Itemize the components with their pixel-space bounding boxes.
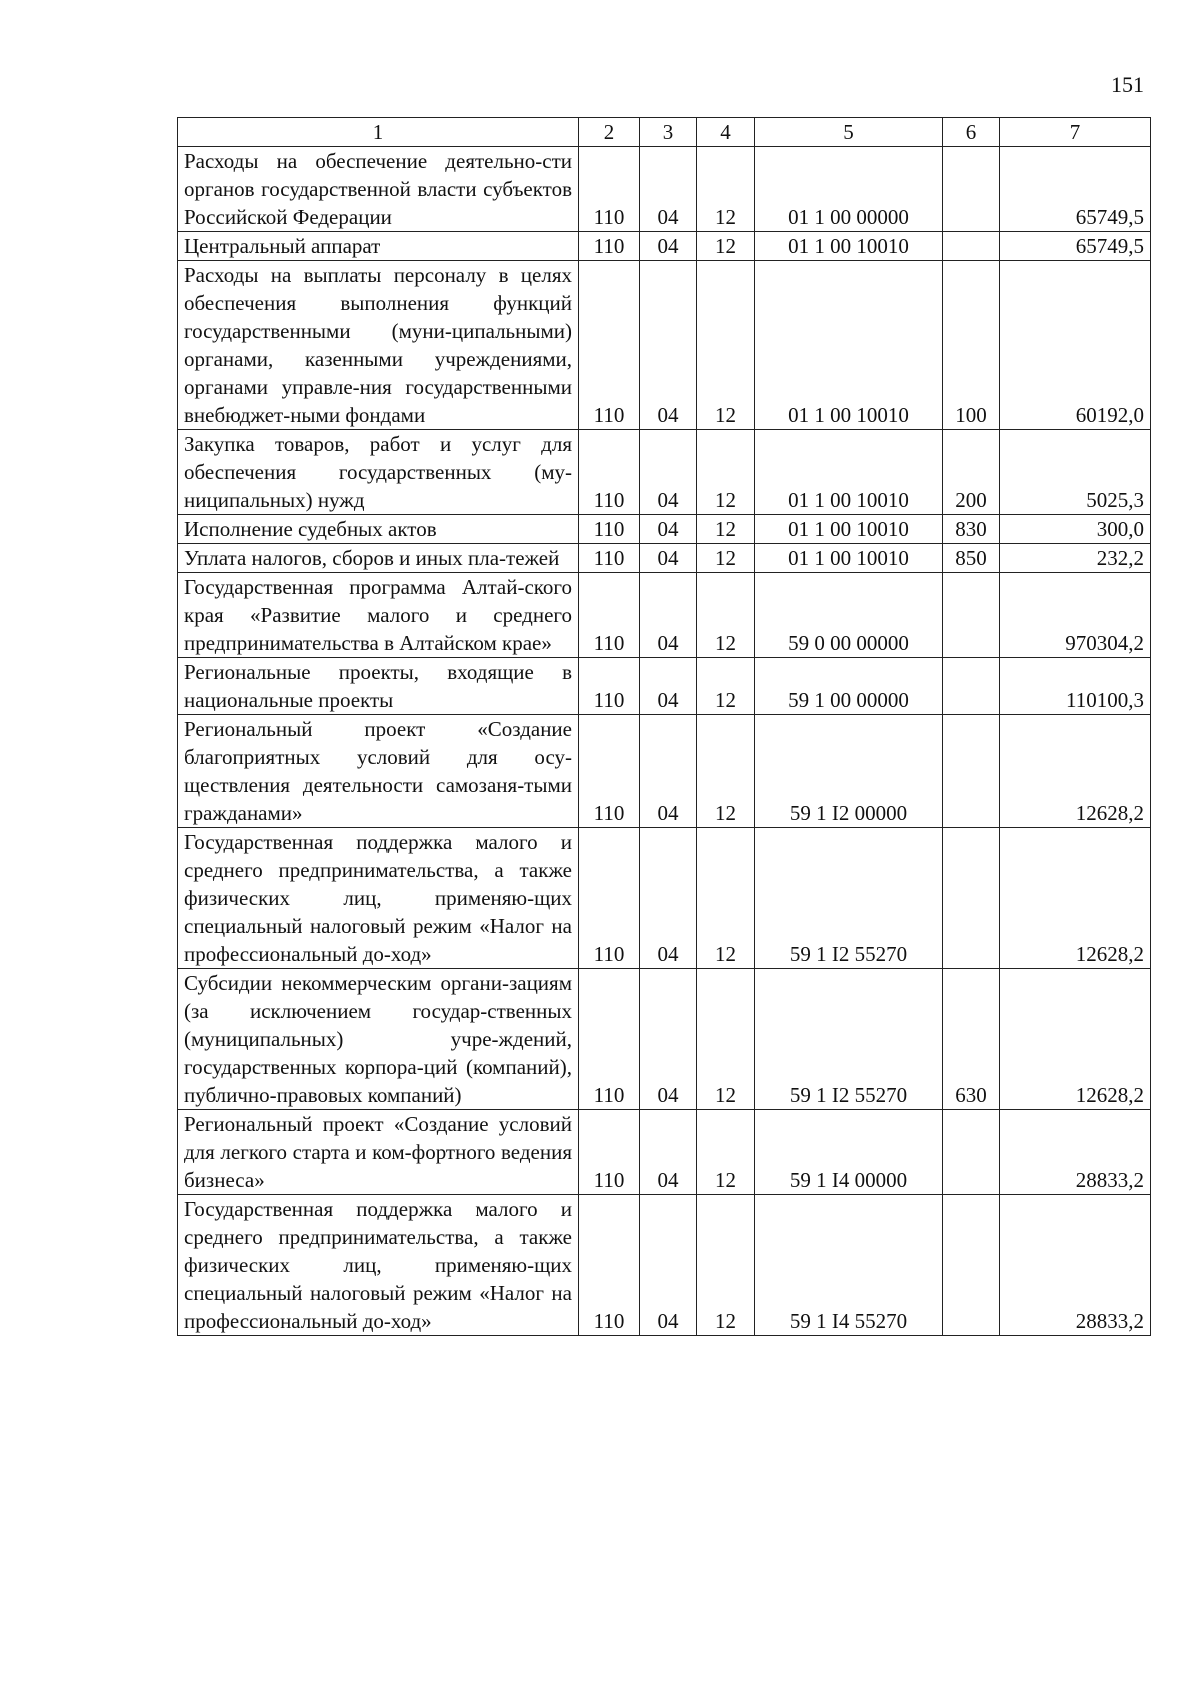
- row-ministry-code: 110: [579, 232, 640, 261]
- table-row: [178, 828, 1151, 969]
- row-name: Региональный проект «Создание благоприятных условий для осу-ществления деятельности самозаня-тыми гражданами»: [178, 715, 579, 828]
- row-subsection-code: 12: [697, 715, 755, 828]
- row-expense-type: 200: [943, 430, 1000, 515]
- row-ministry-code: 110: [579, 430, 640, 515]
- row-expense-type: [943, 1110, 1000, 1195]
- row-name: Государственная программа Алтай-ского края «Развитие малого и среднего предпринимательства в Алтайском крае»: [178, 573, 579, 658]
- row-name: Закупка товаров, работ и услуг для обеспечения государственных (му-ниципальных) нужд: [178, 430, 579, 515]
- header-cell-6: 6: [943, 118, 1000, 147]
- table-row: [178, 969, 1151, 1110]
- row-ministry-code: 110: [579, 147, 640, 232]
- row-ministry-code: 110: [579, 1195, 640, 1336]
- row-expense-type: [943, 658, 1000, 715]
- row-target-article: 59 1 I4 55270: [755, 1195, 943, 1336]
- row-name: Центральный аппарат: [178, 232, 579, 261]
- table-row: [178, 658, 1151, 715]
- row-target-article: 01 1 00 10010: [755, 232, 943, 261]
- header-cell-7: 7: [1000, 118, 1151, 147]
- row-subsection-code: 12: [697, 828, 755, 969]
- header-cell-2: 2: [579, 118, 640, 147]
- row-ministry-code: 110: [579, 969, 640, 1110]
- row-target-article: 01 1 00 10010: [755, 430, 943, 515]
- row-amount: 60192,0: [1000, 261, 1151, 430]
- row-section-code: 04: [640, 715, 697, 828]
- row-name: Исполнение судебных актов: [178, 515, 579, 544]
- table-row: [178, 1195, 1151, 1336]
- row-target-article: 01 1 00 10010: [755, 515, 943, 544]
- row-target-article: 01 1 00 10010: [755, 544, 943, 573]
- row-section-code: 04: [640, 1110, 697, 1195]
- row-ministry-code: 110: [579, 261, 640, 430]
- row-expense-type: [943, 715, 1000, 828]
- row-section-code: 04: [640, 261, 697, 430]
- row-target-article: 59 1 I2 55270: [755, 969, 943, 1110]
- row-ministry-code: 110: [579, 658, 640, 715]
- table-row: [178, 261, 1151, 430]
- table-row: [178, 232, 1151, 261]
- row-expense-type: [943, 1195, 1000, 1336]
- table-header: [178, 118, 1151, 147]
- row-section-code: 04: [640, 147, 697, 232]
- page-number: 151: [1111, 72, 1144, 97]
- row-expense-type: [943, 828, 1000, 969]
- row-subsection-code: 12: [697, 232, 755, 261]
- row-ministry-code: 110: [579, 715, 640, 828]
- header-row: [178, 118, 1151, 147]
- table-body: [178, 147, 1151, 1336]
- row-amount: 110100,3: [1000, 658, 1151, 715]
- row-name: Региональный проект «Создание условий для легкого старта и ком-фортного ведения бизнеса»: [178, 1110, 579, 1195]
- row-target-article: 59 1 I2 55270: [755, 828, 943, 969]
- header-cell-1: 1: [178, 118, 579, 147]
- row-ministry-code: 110: [579, 828, 640, 969]
- row-target-article: 59 1 I2 00000: [755, 715, 943, 828]
- row-ministry-code: 110: [579, 544, 640, 573]
- row-name: Региональные проекты, входящие в национальные проекты: [178, 658, 579, 715]
- row-amount: 12628,2: [1000, 715, 1151, 828]
- row-subsection-code: 12: [697, 261, 755, 430]
- row-subsection-code: 12: [697, 658, 755, 715]
- table-row: [178, 715, 1151, 828]
- row-expense-type: [943, 573, 1000, 658]
- table-row: [178, 515, 1151, 544]
- row-expense-type: 850: [943, 544, 1000, 573]
- row-amount: 12628,2: [1000, 969, 1151, 1110]
- row-section-code: 04: [640, 969, 697, 1110]
- row-subsection-code: 12: [697, 515, 755, 544]
- row-section-code: 04: [640, 828, 697, 969]
- row-section-code: 04: [640, 1195, 697, 1336]
- row-amount: 5025,3: [1000, 430, 1151, 515]
- row-section-code: 04: [640, 544, 697, 573]
- header-cell-4: 4: [697, 118, 755, 147]
- row-subsection-code: 12: [697, 1110, 755, 1195]
- row-amount: 28833,2: [1000, 1110, 1151, 1195]
- row-amount: 28833,2: [1000, 1195, 1151, 1336]
- row-amount: 970304,2: [1000, 573, 1151, 658]
- row-amount: 300,0: [1000, 515, 1151, 544]
- row-section-code: 04: [640, 430, 697, 515]
- row-expense-type: [943, 147, 1000, 232]
- header-cell-5: 5: [755, 118, 943, 147]
- table-row: [178, 544, 1151, 573]
- row-subsection-code: 12: [697, 544, 755, 573]
- table-row: [178, 430, 1151, 515]
- row-amount: 12628,2: [1000, 828, 1151, 969]
- table-row: [178, 573, 1151, 658]
- budget-table: [177, 117, 1151, 1336]
- row-name: Государственная поддержка малого и среднего предпринимательства, а также физических лиц, применяю-щих специальный налоговый режим «Налог на профессиональный до-ход»: [178, 828, 579, 969]
- row-name: Субсидии некоммерческим органи-зациям (за исключением государ-ственных (муниципальных) учре-ждений, государственных корпора-ций (компаний), публично-правовых компаний): [178, 969, 579, 1110]
- row-subsection-code: 12: [697, 573, 755, 658]
- row-name: Расходы на выплаты персоналу в целях обеспечения выполнения функций государственными (муни-ципальными) органами, казенными учреждениями, органами управле-ния государственными внебюджет-ными фондами: [178, 261, 579, 430]
- row-subsection-code: 12: [697, 969, 755, 1110]
- row-target-article: 59 1 00 00000: [755, 658, 943, 715]
- row-target-article: 59 0 00 00000: [755, 573, 943, 658]
- row-ministry-code: 110: [579, 1110, 640, 1195]
- row-section-code: 04: [640, 515, 697, 544]
- row-section-code: 04: [640, 573, 697, 658]
- row-subsection-code: 12: [697, 1195, 755, 1336]
- row-ministry-code: 110: [579, 573, 640, 658]
- row-target-article: 01 1 00 00000: [755, 147, 943, 232]
- row-target-article: 01 1 00 10010: [755, 261, 943, 430]
- row-ministry-code: 110: [579, 515, 640, 544]
- row-amount: 65749,5: [1000, 147, 1151, 232]
- row-subsection-code: 12: [697, 147, 755, 232]
- row-expense-type: 830: [943, 515, 1000, 544]
- table-row: [178, 1110, 1151, 1195]
- row-section-code: 04: [640, 658, 697, 715]
- header-cell-3: 3: [640, 118, 697, 147]
- row-amount: 232,2: [1000, 544, 1151, 573]
- row-section-code: 04: [640, 232, 697, 261]
- row-expense-type: [943, 232, 1000, 261]
- row-name: Расходы на обеспечение деятельно-сти органов государственной власти субъектов Российской Федерации: [178, 147, 579, 232]
- row-expense-type: 100: [943, 261, 1000, 430]
- table-row: [178, 147, 1151, 232]
- row-expense-type: 630: [943, 969, 1000, 1110]
- row-amount: 65749,5: [1000, 232, 1151, 261]
- row-target-article: 59 1 I4 00000: [755, 1110, 943, 1195]
- row-name: Государственная поддержка малого и среднего предпринимательства, а также физических лиц, применяю-щих специальный налоговый режим «Налог на профессиональный до-ход»: [178, 1195, 579, 1336]
- row-name: Уплата налогов, сборов и иных пла-тежей: [178, 544, 579, 573]
- row-subsection-code: 12: [697, 430, 755, 515]
